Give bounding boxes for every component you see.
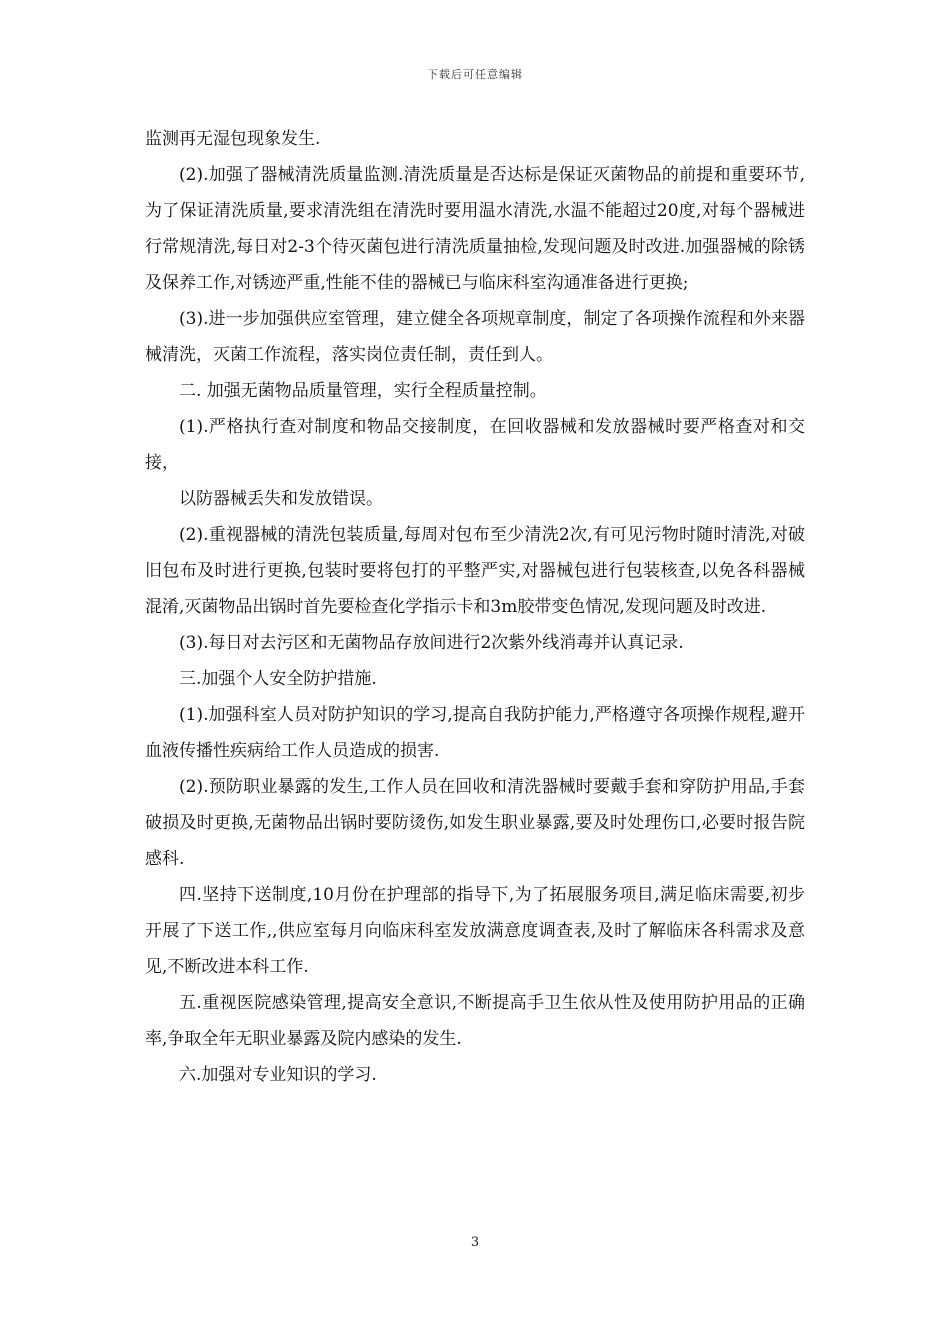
paragraph: 五.重视医院感染管理,提高安全意识,不断提高手卫生依从性及使用防护用品的正确率,争取全年无职业暴露及院内感染的发生. <box>145 993 805 1049</box>
paragraph: 以防器械丢失和发放错误。 <box>179 489 383 509</box>
paragraph: (3).每日对去污区和无菌物品存放间进行2次紫外线消毒并认真记录. <box>179 633 684 653</box>
page-header: 下载后可任意编辑 <box>427 68 523 81</box>
paragraph: 六.加强对专业知识的学习. <box>179 1065 377 1085</box>
paragraph: (2).加强了器械清洗质量监测.清洗质量是否达标是保证灭菌物品的前提和重要环节,为了保证清洗质量,要求清洗组在清洗时要用温水清洗,水温不能超过20度,对每个器械进行常规清洗,每日对2-3个待灭菌包进行清洗质量抽检,发现问题及时改进.加强器械的除锈及保养工作,对锈迹严重,性能不佳的器械已与临床科室沟通准备进行更换; <box>145 165 805 293</box>
paragraph: (1).加强科室人员对防护知识的学习,提高自我防护能力,严格遵守各项操作规程,避开血液传播性疾病给工作人员造成的损害. <box>145 705 805 761</box>
paragraph: 四.坚持下送制度,10月份在护理部的指导下,为了拓展服务项目,满足临床需要,初步开展了下送工作,,供应室每月向临床科室发放满意度调查表,及时了解临床各科需求及意见,不断改进本科工作. <box>145 885 805 977</box>
paragraph: (3).进一步加强供应室管理，建立健全各项规章制度，制定了各项操作流程和外来器械清洗，灭菌工作流程，落实岗位责任制，责任到人。 <box>145 309 805 365</box>
page-number: 3 <box>470 1235 480 1250</box>
paragraph: (1).严格执行查对制度和物品交接制度，在回收器械和发放器械时要严格查对和交接， <box>145 417 805 473</box>
paragraph: (2).预防职业暴露的发生,工作人员在回收和清洗器械时要戴手套和穿防护用品,手套破损及时更换,无菌物品出锅时要防烫伤,如发生职业暴露,要及时处理伤口,必要时报告院感科. <box>145 777 805 869</box>
paragraph: 二. 加强无菌物品质量管理，实行全程质量控制。 <box>179 381 547 401</box>
paragraph: (2).重视器械的清洗包装质量,每周对包布至少清洗2次,有可见污物时随时清洗,对破旧包布及时进行更换,包装时要将包打的平整严实,对器械包进行包装核查,以免各科器械混淆,灭菌物品出锅时首先要检查化学指示卡和3m胶带变色情况,发现问题及时改进. <box>145 525 805 617</box>
document-body <box>145 121 805 1093</box>
paragraph: 三.加强个人安全防护措施. <box>179 669 377 689</box>
paragraph: 监测再无湿包现象发生. <box>145 129 321 149</box>
